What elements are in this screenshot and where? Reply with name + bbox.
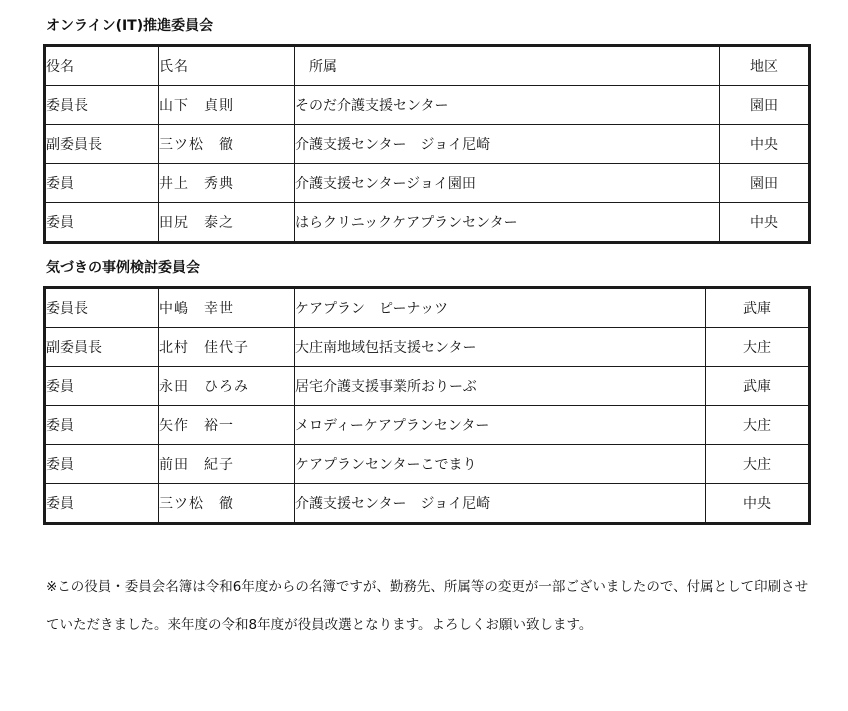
area-cell: 大庄 bbox=[706, 445, 810, 484]
role-cell: 委員 bbox=[45, 484, 159, 524]
table-row bbox=[45, 164, 810, 203]
affiliation-cell: 介護支援センター ジョイ尼崎 bbox=[295, 125, 720, 164]
section-title-case-study: 気づきの事例検討委員会 bbox=[46, 260, 200, 276]
area-cell: 園田 bbox=[720, 164, 810, 203]
role-cell: 委員長 bbox=[45, 86, 159, 125]
role-cell: 委員 bbox=[45, 164, 159, 203]
role-cell: 委員 bbox=[45, 445, 159, 484]
footnote-text: ※この役員・委員会名簿は令和6年度からの名簿ですが、勤務先、所属等の変更が一部ございましたので、付属として印刷させていただきました。来年度の令和8年度が役員改選となります。よろしくお願い致します。 bbox=[46, 579, 809, 633]
area-cell: 武庫 bbox=[706, 367, 810, 406]
name-cell: 三ツ松 徹 bbox=[159, 125, 295, 164]
area-cell: 大庄 bbox=[706, 406, 810, 445]
header-affiliation: 所属 bbox=[295, 46, 720, 86]
area-cell: 中央 bbox=[720, 125, 810, 164]
area-cell: 武庫 bbox=[706, 288, 810, 328]
role-cell: 委員 bbox=[45, 367, 159, 406]
header-area: 地区 bbox=[720, 46, 810, 86]
role-cell: 副委員長 bbox=[45, 125, 159, 164]
table-row bbox=[45, 125, 810, 164]
section-title-online-it: オンライン(IT)推進委員会 bbox=[46, 18, 214, 34]
affiliation-cell: 大庄南地域包括支援センター bbox=[295, 328, 706, 367]
affiliation-cell: ケアプラン ピーナッツ bbox=[295, 288, 706, 328]
table-header-row bbox=[45, 46, 810, 86]
name-cell: 三ツ松 徹 bbox=[159, 484, 295, 524]
name-cell: 前田 紀子 bbox=[159, 445, 295, 484]
affiliation-cell: ケアプランセンターこでまり bbox=[295, 445, 706, 484]
table-row bbox=[45, 445, 810, 484]
name-cell: 中嶋 幸世 bbox=[159, 288, 295, 328]
name-cell: 矢作 裕一 bbox=[159, 406, 295, 445]
name-cell: 井上 秀典 bbox=[159, 164, 295, 203]
affiliation-cell: メロディーケアプランセンター bbox=[295, 406, 706, 445]
case-study-committee-table bbox=[43, 286, 811, 525]
area-cell: 中央 bbox=[720, 203, 810, 243]
role-cell: 委員 bbox=[45, 406, 159, 445]
name-cell: 山下 貞則 bbox=[159, 86, 295, 125]
affiliation-cell: そのだ介護支援センター bbox=[295, 86, 720, 125]
table-row bbox=[45, 203, 810, 243]
role-cell: 副委員長 bbox=[45, 328, 159, 367]
role-cell: 委員 bbox=[45, 203, 159, 243]
table-row bbox=[45, 406, 810, 445]
table-row bbox=[45, 328, 810, 367]
affiliation-cell: 介護支援センタージョイ園田 bbox=[295, 164, 720, 203]
table-row bbox=[45, 484, 810, 524]
table-row bbox=[45, 367, 810, 406]
area-cell: 大庄 bbox=[706, 328, 810, 367]
online-it-committee-table bbox=[43, 44, 811, 244]
affiliation-cell: 居宅介護支援事業所おりーぶ bbox=[295, 367, 706, 406]
name-cell: 北村 佳代子 bbox=[159, 328, 295, 367]
role-cell: 委員長 bbox=[45, 288, 159, 328]
affiliation-cell: 介護支援センター ジョイ尼崎 bbox=[295, 484, 706, 524]
name-cell: 田尻 泰之 bbox=[159, 203, 295, 243]
area-cell: 園田 bbox=[720, 86, 810, 125]
affiliation-cell: はらクリニックケアプランセンター bbox=[295, 203, 720, 243]
table-row bbox=[45, 86, 810, 125]
area-cell: 中央 bbox=[706, 484, 810, 524]
table-row bbox=[45, 288, 810, 328]
header-role: 役名 bbox=[45, 46, 159, 86]
name-cell: 永田 ひろみ bbox=[159, 367, 295, 406]
header-name: 氏名 bbox=[159, 46, 295, 86]
